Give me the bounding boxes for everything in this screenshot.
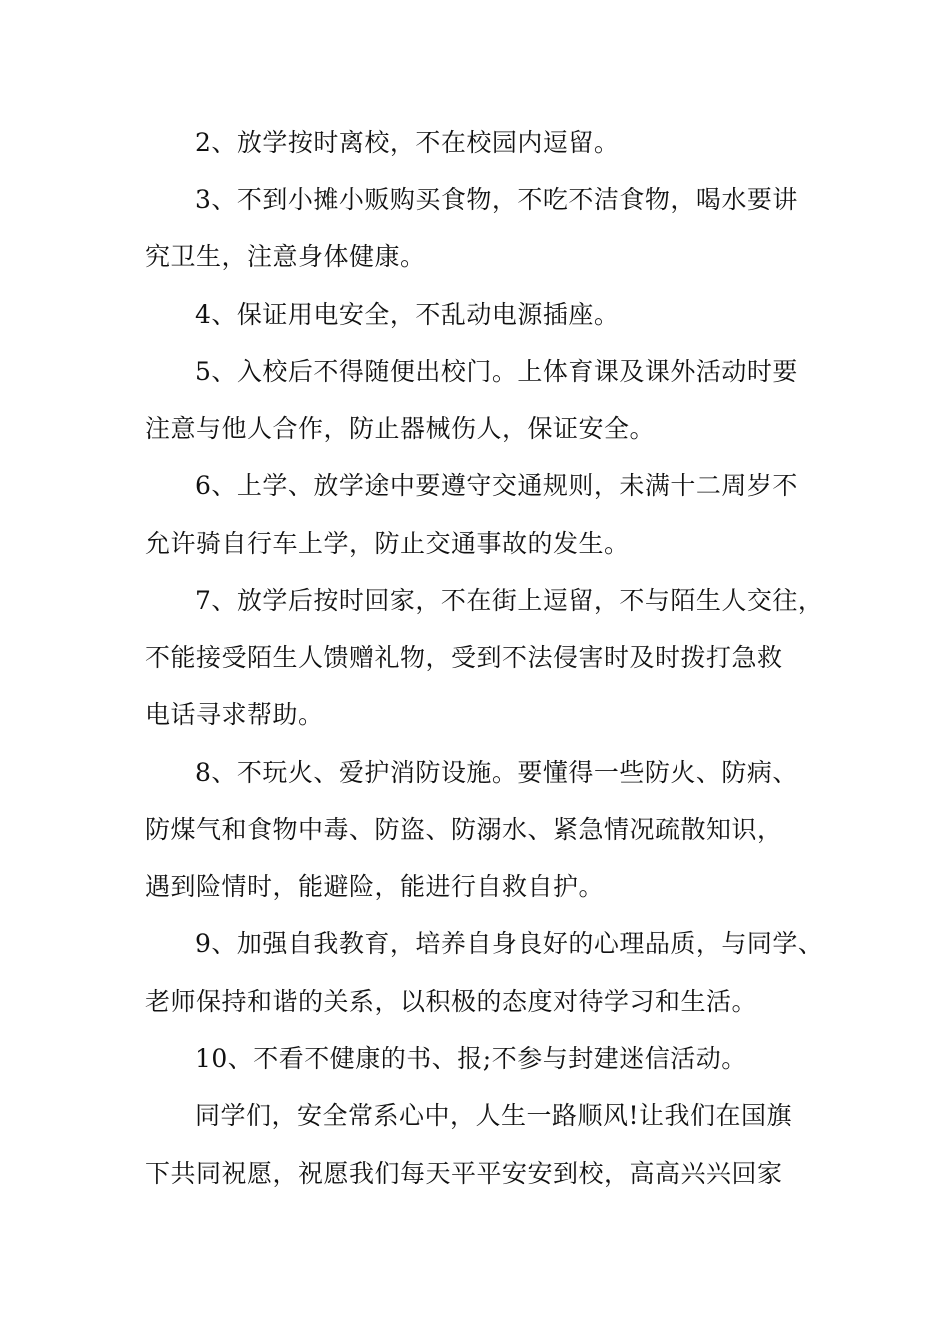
- text-line: 4、保证用电安全，不乱动电源插座。: [195, 300, 620, 329]
- text-line: 10、不看不健康的书、报;不参与封建迷信活动。: [195, 1044, 747, 1073]
- text-line: 防煤气和食物中毒、防盗、防溺水、紧急情况疏散知识，: [145, 815, 783, 844]
- text-line: 老师保持和谐的关系，以积极的态度对待学习和生活。: [145, 987, 758, 1016]
- text-line: 7、放学后按时回家，不在街上逗留，不与陌生人交往，: [195, 586, 824, 615]
- text-line: 电话寻求帮助。: [145, 700, 324, 729]
- text-line: 8、不玩火、爱护消防设施。要懂得一些防火、防病、: [195, 758, 798, 787]
- text-line: 注意与他人合作，防止器械伤人，保证安全。: [145, 414, 656, 443]
- text-line: 究卫生，注意身体健康。: [145, 242, 426, 271]
- text-line: 同学们，安全常系心中，人生一路顺风!让我们在国旗: [195, 1101, 793, 1130]
- text-line: 允许骑自行车上学，防止交通事故的发生。: [145, 529, 630, 558]
- text-line: 6、上学、放学途中要遵守交通规则，未满十二周岁不: [195, 471, 798, 500]
- text-line: 3、不到小摊小贩购买食物，不吃不洁食物，喝水要讲: [195, 185, 798, 214]
- text-line: 不能接受陌生人馈赠礼物，受到不法侵害时及时拨打急救: [145, 643, 783, 672]
- text-line: 5、入校后不得随便出校门。上体育课及课外活动时要: [195, 357, 798, 386]
- text-line: 下共同祝愿，祝愿我们每天平平安安到校，高高兴兴回家: [145, 1159, 783, 1188]
- text-line: 9、加强自我教育，培养自身良好的心理品质，与同学、: [195, 929, 824, 958]
- text-line: 遇到险情时，能避险，能进行自救自护。: [145, 872, 605, 901]
- text-line: 2、放学按时离校，不在校园内逗留。: [195, 128, 620, 157]
